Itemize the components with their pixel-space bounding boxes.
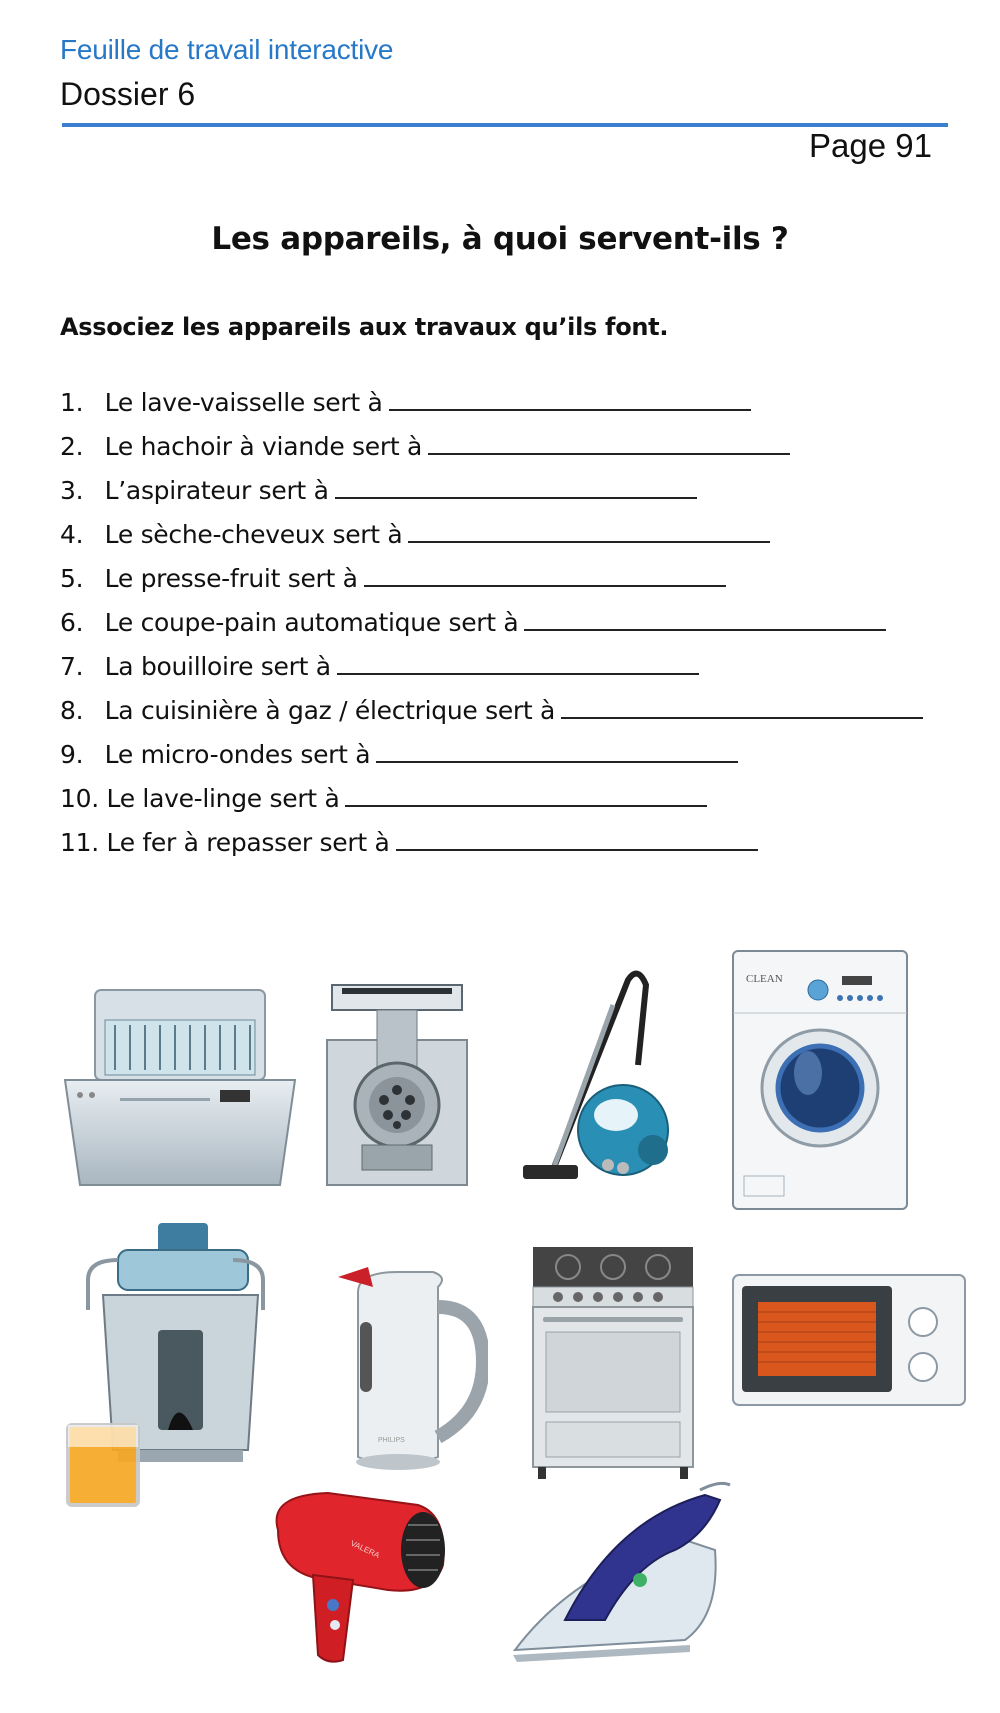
answer-blank[interactable] bbox=[524, 609, 886, 631]
microwave-image bbox=[730, 1272, 970, 1412]
dossier-title: Dossier 6 bbox=[60, 76, 196, 112]
svg-text:CLEAN: CLEAN bbox=[746, 973, 783, 985]
gas-cooker-image bbox=[528, 1242, 698, 1482]
answer-blank[interactable] bbox=[396, 829, 758, 851]
question-item: 8. La cuisinière à gaz / électrique sert à bbox=[60, 696, 960, 740]
answer-blank[interactable] bbox=[408, 521, 770, 543]
answer-blank[interactable] bbox=[364, 565, 726, 587]
answer-blank[interactable] bbox=[561, 697, 923, 719]
washing-machine-image bbox=[730, 948, 910, 1213]
hair-dryer-image bbox=[258, 1485, 453, 1665]
answer-blank[interactable] bbox=[428, 433, 790, 455]
question-item: 1. Le lave-vaisselle sert à bbox=[60, 388, 960, 432]
instruction-text: Associez les appareils aux travaux qu’ils font. bbox=[60, 313, 669, 341]
vacuum-cleaner-image bbox=[518, 965, 678, 1195]
question-item: 4. Le sèche-cheveux sert à bbox=[60, 520, 960, 564]
dishwasher-image bbox=[60, 980, 300, 1190]
answer-blank[interactable] bbox=[337, 653, 699, 675]
question-list bbox=[60, 388, 960, 872]
question-item: 5. Le presse-fruit sert à bbox=[60, 564, 960, 608]
question-item: 3. L’aspirateur sert à bbox=[60, 476, 960, 520]
question-item: 9. Le micro-ondes sert à bbox=[60, 740, 960, 784]
question-item: 7. La bouilloire sert à bbox=[60, 652, 960, 696]
worksheet-title: Les appareils, à quoi servent-ils ? bbox=[211, 221, 789, 257]
iron-image bbox=[505, 1480, 735, 1670]
svg-text:PHILIPS: PHILIPS bbox=[378, 1437, 405, 1444]
answer-blank[interactable] bbox=[376, 741, 738, 763]
page-number: Page 91 bbox=[809, 127, 932, 164]
worksheet-kicker: Feuille de travail interactive bbox=[60, 34, 394, 65]
answer-blank[interactable] bbox=[345, 785, 707, 807]
juicer-image bbox=[58, 1220, 268, 1510]
question-item: 6. Le coupe-pain automatique sert à bbox=[60, 608, 960, 652]
meat-grinder-image bbox=[322, 980, 472, 1190]
question-item: 10. Le lave-linge sert à bbox=[60, 784, 960, 828]
question-item: 2. Le hachoir à viande sert à bbox=[60, 432, 960, 476]
svg-text:VALERA: VALERA bbox=[349, 1538, 382, 1560]
question-item: 11. Le fer à repasser sert à bbox=[60, 828, 960, 872]
kettle-image bbox=[338, 1262, 488, 1472]
answer-blank[interactable] bbox=[389, 389, 751, 411]
answer-blank[interactable] bbox=[335, 477, 697, 499]
